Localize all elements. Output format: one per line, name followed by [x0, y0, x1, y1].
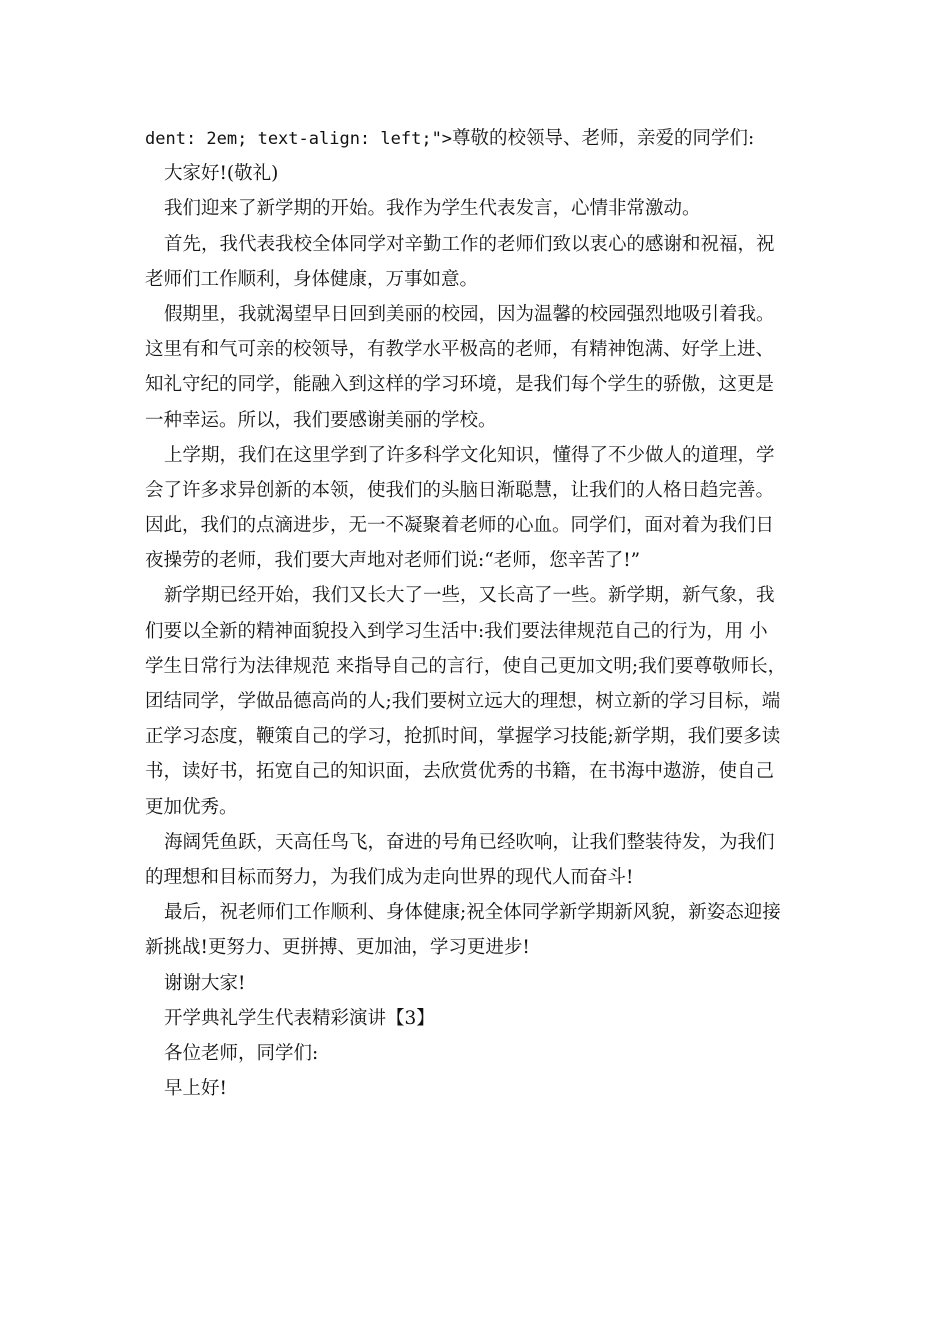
text-line: 这里有和气可亲的校领导，有教学水平极高的老师，有精神饱满、好学上进、 [145, 339, 775, 361]
text-line: 假期里，我就渴望早日回到美丽的校园，因为温馨的校园强烈地吸引着我。 [164, 303, 775, 325]
text-line: 正学习态度，鞭策自己的学习，抢抓时间，掌握学习技能;新学期，我们要多读 [145, 726, 781, 748]
salutation-text: 尊敬的校领导、老师，亲爱的同学们: [452, 128, 755, 149]
text-line: 夜操劳的老师，我们要大声地对老师们说:“老师，您辛苦了!” [145, 550, 641, 572]
text-line: 因此，我们的点滴进步，无一不凝聚着老师的心血。同学们，面对着为我们日 [145, 515, 775, 537]
text-line: 早上好! [164, 1078, 227, 1100]
text-line: 学生日常行为法律规范 来指导自己的言行，使自己更加文明;我们要尊敬师长， [145, 655, 787, 677]
text-line: 团结同学，学做品德高尚的人;我们要树立远大的理想，树立新的学习目标，端 [145, 691, 781, 712]
text-line: 大家好!(敬礼) [164, 163, 279, 185]
text-line: 会了许多求异创新的本领，使我们的头脑日渐聪慧，让我们的人格日趋完善。 [145, 479, 775, 501]
text-line: 各位老师，同学们: [164, 1042, 319, 1064]
text-line: 新学期已经开始，我们又长大了一些，又长高了一些。新学期，新气象，我 [164, 585, 775, 607]
section-heading: 开学典礼学生代表精彩演讲【3】 [164, 1007, 435, 1029]
text-line: 知礼守纪的同学，能融入到这样的学习环境，是我们每个学生的骄傲，这更是 [145, 374, 775, 396]
text-line: 新挑战!更努力、更拼搏、更加油，学习更进步! [145, 937, 530, 959]
text-line: 书，读好书，拓宽自己的知识面，去欣赏优秀的书籍，在书海中遨游，使自己 [145, 761, 775, 783]
text-line: 首先，我代表我校全体同学对辛勤工作的老师们致以衷心的感谢和祝福，祝 [164, 233, 775, 255]
stray-markup-text: dent: 2em; text-align: left;"> [145, 129, 453, 149]
text-line: 海阔凭鱼跃，天高任鸟飞，奋进的号角已经吹响，让我们整装待发，为我们 [164, 831, 775, 853]
document-body [145, 121, 810, 1106]
text-line: 谢谢大家! [164, 972, 246, 994]
greeting-line [145, 121, 810, 156]
text-line: 最后，祝老师们工作顺利、身体健康;祝全体同学新学期新风貌，新姿态迎接 [164, 902, 781, 924]
text-line: 上学期，我们在这里学到了许多科学文化知识，懂得了不少做人的道理，学 [164, 444, 775, 466]
text-line: 更加优秀。 [145, 796, 238, 818]
text-line: 老师们工作顺利，身体健康，万事如意。 [145, 268, 479, 290]
text-line: 一种幸运。所以，我们要感谢美丽的学校。 [145, 409, 497, 431]
text-line: 的理想和目标而努力，为我们成为走向世界的现代人而奋斗! [145, 866, 634, 888]
text-line: 们要以全新的精神面貌投入到学习生活中:我们要法律规范自己的行为，用 小 [145, 620, 768, 642]
text-line: 我们迎来了新学期的开始。我作为学生代表发言，心情非常激动。 [164, 198, 701, 220]
